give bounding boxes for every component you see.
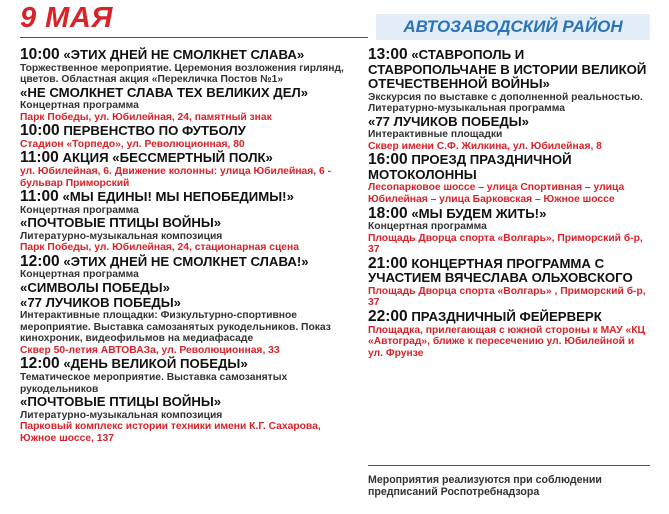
event-time: 12:00	[20, 355, 60, 373]
left-column	[20, 48, 358, 445]
event-subtitle: «НЕ СМОЛКНЕТ СЛАВА ТЕХ ВЕЛИКИХ ДЕЛ»	[20, 84, 309, 100]
event-title-text: ПЕРВЕНСТВО ПО ФУТБОЛУ	[63, 123, 246, 139]
event-title-text: АКЦИЯ «БЕССМЕРТНЫЙ ПОЛК»	[62, 150, 273, 166]
event-time: 10:00	[20, 46, 60, 63]
event-title	[368, 254, 650, 286]
schedule-event	[20, 48, 358, 123]
event-description: Торжественное мероприятие. Церемония возложения гирлянд, цветов. Областная акция «Перекличка Постов №1»	[20, 62, 344, 86]
event-time: 22:00	[368, 308, 408, 326]
event-venue: Лесопарковое шоссе – улица Спортивная – улица Юбилейная – улица Барковская – Южное шоссе	[368, 182, 625, 205]
event-venue: Площадка, прилегающая с южной стороны к МАУ «КЦ «Автоград», ближе к пересечению ул. Юбилейной и ул. Фрунзе	[368, 324, 646, 359]
event-title-text: «СТАВРОПОЛЬ И СТАВРОПОЛЬЧАНЕ В ИСТОРИИ ВЕЛИКОЙ ОТЕЧЕСТВЕННОЙ ВОЙНЫ»	[368, 47, 647, 91]
event-title	[368, 204, 650, 222]
event-time: 21:00	[368, 254, 408, 272]
schedule-event	[368, 310, 650, 359]
event-description: Концертная программа	[20, 100, 139, 112]
event-title	[20, 151, 358, 166]
event-title-text: КОНЦЕРТНАЯ ПРОГРАММА С УЧАСТИЕМ ВЯЧЕСЛАВА ОЛЬХОВСКОГО	[368, 255, 633, 286]
event-subtitle: «77 ЛУЧИКОВ ПОБЕДЫ»	[20, 294, 182, 310]
event-title	[368, 310, 650, 325]
schedule-event	[20, 151, 358, 189]
event-title-text: «МЫ ЕДИНЫ! МЫ НЕПОБЕДИМЫ!»	[62, 189, 294, 205]
date-heading: 9 МАЯ	[20, 2, 113, 34]
event-venue: Сквер 50-летия АВТОВАЗа, ул. Революционная, 33	[20, 344, 280, 356]
schedule-event	[20, 252, 358, 356]
event-title-text: ПРОЕЗД ПРАЗДНИЧНОЙ МОТОКОЛОННЫ	[368, 152, 572, 182]
event-title	[20, 190, 358, 205]
event-subtitle: «77 ЛУЧИКОВ ПОБЕДЫ»	[368, 113, 530, 129]
event-venue: Сквер имени С.Ф. Жилкина, ул. Юбилейная, 8	[368, 140, 602, 152]
event-time: 12:00	[20, 252, 60, 270]
event-time: 11:00	[20, 188, 59, 206]
schedule-event	[368, 153, 650, 205]
event-venue: Площадь Дворца спорта «Волгарь», Приморский б-р, 37	[368, 232, 643, 256]
event-time: 13:00	[368, 46, 408, 63]
event-description: Литературно-музыкальная композиция	[20, 230, 223, 242]
event-title-text: ПРАЗДНИЧНЫЙ ФЕЙЕРВЕРК	[411, 309, 602, 325]
event-description: Концертная программа	[20, 269, 139, 281]
district-banner: АВТОЗАВОДСКИЙ РАЙОН	[376, 14, 650, 40]
event-description: Концертная программа	[368, 221, 487, 233]
event-title	[20, 48, 358, 63]
schedule-event	[368, 48, 650, 152]
event-description: Экскурсия по выставке с дополненной реальностью.	[368, 91, 643, 103]
event-title-text: «ДЕНЬ ВЕЛИКОЙ ПОБЕДЫ»	[63, 356, 248, 372]
event-time: 16:00	[368, 151, 408, 169]
event-description: Тематическое мероприятие. Выставка самозанятых рукодельников	[20, 371, 288, 395]
event-time: 18:00	[368, 204, 408, 222]
event-subtitle: «СИМВОЛЫ ПОБЕДЫ»	[20, 280, 170, 296]
event-venue: Парковый комплекс истории техники имени К.Г. Сахарова, Южное шоссе, 137	[20, 421, 321, 444]
event-venue: ул. Юбилейная, 6. Движение колонны: улица Юбилейная, 6 - бульвар Приморский	[20, 165, 332, 189]
event-subtitle: «ПОЧТОВЫЕ ПТИЦЫ ВОЙНЫ»	[20, 394, 222, 410]
event-venue: Площадь Дворца спорта «Волгарь» , Приморский б-р, 37	[368, 285, 646, 309]
event-venue: Парк Победы, ул. Юбилейная, 24, стационарная сцена	[20, 242, 299, 254]
event-title-text: «МЫ БУДЕМ ЖИТЬ!»	[411, 205, 547, 221]
event-title	[20, 357, 358, 372]
header-divider	[20, 37, 368, 38]
event-venue: Парк Победы, ул. Юбилейная, 24, памятный знак	[20, 111, 272, 123]
schedule-event	[20, 357, 358, 444]
event-title	[368, 48, 650, 92]
event-subtitle: «ПОЧТОВЫЕ ПТИЦЫ ВОЙНЫ»	[20, 215, 222, 231]
event-description: Литературно-музыкальная программа	[368, 103, 565, 115]
event-time: 10:00	[20, 122, 60, 140]
footer-note: Мероприятия реализуются при соблюдении предписаний Роспотребнадзора	[368, 474, 602, 498]
footer-divider	[368, 465, 650, 466]
event-title-text: «ЭТИХ ДНЕЙ НЕ СМОЛКНЕТ СЛАВА!»	[63, 253, 309, 269]
event-description: Интерактивные площадки: Физкультурно-спортивное мероприятие. Выставка самозанятых рукодельников. Показ кинохроник, видеофильмов на медиафасаде	[20, 310, 331, 345]
event-title	[368, 153, 650, 182]
event-description: Литературно-музыкальная композиция	[20, 409, 223, 421]
event-venue: Стадион «Торпедо», ул. Революционная, 80	[20, 138, 245, 150]
event-title	[20, 124, 358, 139]
schedule-event	[368, 204, 650, 256]
event-time: 11:00	[20, 149, 59, 167]
schedule-event	[368, 254, 650, 309]
schedule-event	[20, 190, 358, 254]
event-description: Концертная программа	[20, 204, 139, 216]
schedule-event	[20, 124, 358, 150]
page-header	[0, 0, 669, 46]
event-description: Интерактивные площадки	[368, 129, 503, 141]
event-title-text: «ЭТИХ ДНЕЙ НЕ СМОЛКНЕТ СЛАВА»	[63, 47, 305, 62]
event-title	[20, 252, 358, 270]
right-column	[368, 48, 650, 360]
